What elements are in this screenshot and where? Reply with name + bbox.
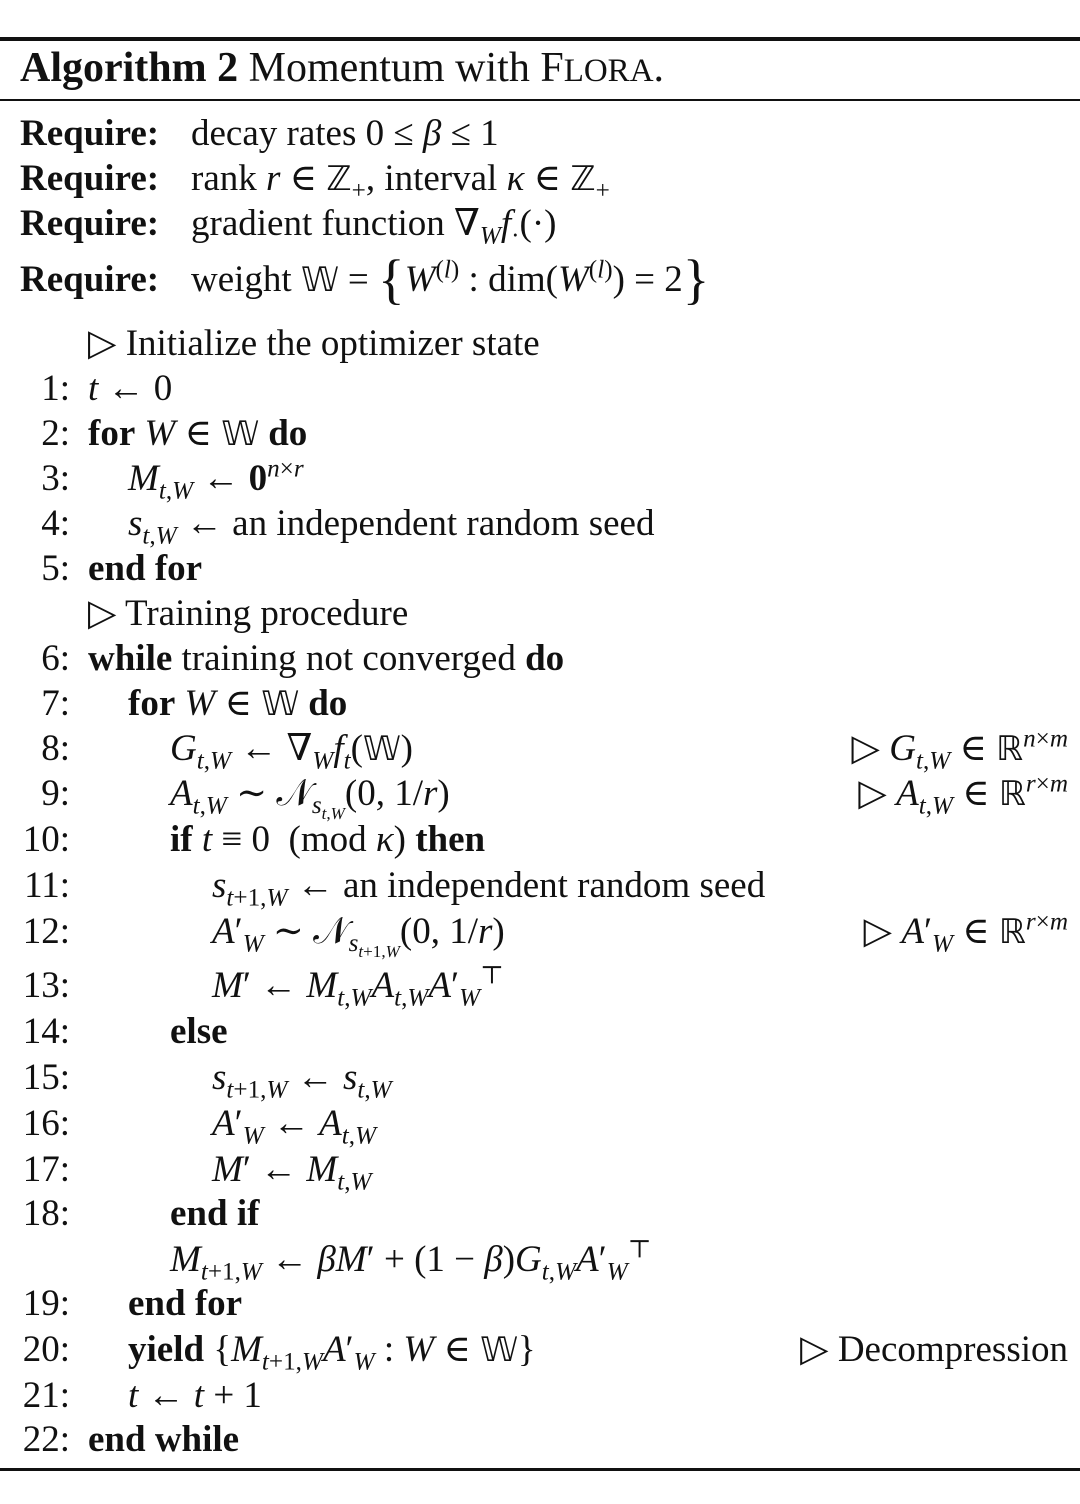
line-statement: t ← t + 1 (128, 1375, 262, 1416)
line-number: 1: (41, 368, 70, 409)
line-statement: for W ∈ 𝕎 do (88, 413, 308, 454)
line-statement: end for (128, 1283, 243, 1324)
require-text: gradient function $\nabla_Wf_\cdot(\cdot)$ (191, 203, 557, 250)
line-statement: $M_{t+1,W}$ ← $\beta M' + (1 - \beta)G_{t,W}A'_W^⊤$ (170, 1236, 652, 1286)
algorithm-line (0, 908, 1080, 962)
algorithm-line (0, 637, 1080, 681)
algorithm-line (0, 818, 1080, 862)
line-comment: ▷ $G_{t,W}$ ∈ ℝ$^{n\times m}$ (851, 725, 1068, 775)
line-statement: if t ≡ 0 (mod κ) then (170, 819, 486, 860)
line-number: 16: (22, 1103, 70, 1144)
require-text: decay rates 0 ≤ β ≤ 1 (191, 113, 499, 154)
line-statement: ▷ Training procedure (88, 593, 409, 634)
line-number: 8: (41, 728, 70, 769)
algorithm-comment-line (0, 1236, 1080, 1286)
line-statement: for W ∈ 𝕎 do (128, 683, 348, 724)
require-line (20, 112, 499, 156)
line-statement: $G_{t,W}$ ← $\nabla_Wf_t(𝕎)$ (170, 728, 413, 775)
line-number: 22: (22, 1419, 70, 1460)
require-line (20, 157, 610, 205)
algorithm-line (0, 1192, 1080, 1236)
line-number: 9: (41, 773, 70, 814)
algorithm-line (0, 412, 1080, 456)
line-number: 15: (22, 1057, 70, 1098)
require-text: rank r ∈ ℤ$_+$, interval κ ∈ ℤ$_+$ (191, 158, 610, 205)
line-statement: $A_{t,W}$ ∼ 𝒩$_{s_{t,W}}$(0, 1/r) (170, 773, 450, 824)
algorithm-line (0, 864, 1080, 912)
line-number: 11: (24, 865, 70, 906)
line-number: 13: (22, 965, 70, 1006)
line-number: 19: (22, 1283, 70, 1324)
line-statement: $s_{t+1,W}$ ← $s_{t,W}$ (212, 1057, 392, 1104)
line-statement: yield {$M_{t+1,W}A'_W$ : W ∈ 𝕎} (128, 1329, 536, 1376)
algorithm-comment-line (0, 592, 1080, 636)
line-statement: M′ ← $M_{t,W}A_{t,W}A'_W^⊤$ (212, 962, 504, 1012)
line-number: 2: (41, 413, 70, 454)
line-number: 20: (22, 1329, 70, 1370)
require-line (20, 249, 710, 311)
line-number: 3: (41, 458, 70, 499)
line-statement: while training not converged do (88, 638, 565, 679)
caption-rule (0, 99, 1080, 101)
algorithm-line (0, 1374, 1080, 1418)
line-comment: ▷ $A'_W$ ∈ ℝ$^{r\times m}$ (863, 908, 1068, 958)
line-number: 17: (22, 1149, 70, 1190)
line-number: 12: (22, 911, 70, 952)
line-statement: ▷ Initialize the optimizer state (88, 323, 540, 364)
algorithm-line (0, 1102, 1080, 1150)
algorithm-label: Algorithm 2 (20, 45, 239, 91)
require-line (20, 202, 557, 250)
line-number: 7: (41, 683, 70, 724)
line-statement: $s_{t+1,W}$ ← an independent random seed (212, 865, 766, 912)
line-number: 6: (41, 638, 70, 679)
algorithm-title: Momentum with FLORA. (248, 45, 665, 91)
line-statement: $s_{t,W}$ ← an independent random seed (128, 503, 655, 550)
require-keyword: Require: (20, 203, 160, 244)
algorithm-line (0, 1056, 1080, 1104)
line-statement: $A'_W$ ← $A_{t,W}$ (212, 1103, 377, 1150)
algorithm-line (0, 770, 1080, 824)
algorithm-line (0, 547, 1080, 591)
line-statement: t ← 0 (88, 368, 173, 409)
algorithm-line (0, 1418, 1080, 1462)
algorithm-line (0, 1282, 1080, 1326)
algorithm-line (0, 725, 1080, 775)
algorithm-caption (20, 44, 664, 92)
line-statement: else (170, 1011, 228, 1052)
require-keyword: Require: (20, 113, 160, 154)
line-statement: M′ ← $M_{t,W}$ (212, 1149, 372, 1196)
line-number: 5: (41, 548, 70, 589)
algorithm-line (0, 682, 1080, 726)
line-number: 14: (22, 1011, 70, 1052)
line-number: 10: (22, 819, 70, 860)
algorithm-line (0, 962, 1080, 1012)
top-rule (0, 37, 1080, 41)
require-text: weight 𝕎 = {$W^{(l)}$ : $dim(W^{(l)}) = 2$} (191, 249, 710, 311)
algorithm-line (0, 502, 1080, 550)
line-statement: $A'_W$ ∼ 𝒩$_{s_{t+1,W}}$(0, 1/r) (212, 911, 505, 962)
line-number: 21: (22, 1375, 70, 1416)
algorithm-comment-line (0, 322, 1080, 366)
bottom-rule (0, 1468, 1080, 1471)
line-statement: end if (170, 1193, 260, 1234)
line-number: 18: (22, 1193, 70, 1234)
require-keyword: Require: (20, 259, 160, 300)
algorithm-line (0, 1148, 1080, 1196)
line-number: 4: (41, 503, 70, 544)
algorithm-line (0, 367, 1080, 411)
line-statement: end for (88, 548, 203, 589)
line-statement: end while (88, 1419, 240, 1460)
require-keyword: Require: (20, 158, 160, 199)
line-statement: $M_{t,W}$ ← $0^{n\times r}$ (128, 455, 304, 505)
algorithm-line (0, 1328, 1080, 1376)
line-comment: ▷ $A_{t,W}$ ∈ ℝ$^{r\times m}$ (858, 770, 1068, 820)
algorithm-line (0, 1010, 1080, 1054)
algorithm-line (0, 455, 1080, 505)
line-comment: ▷ Decompression (800, 1329, 1068, 1370)
